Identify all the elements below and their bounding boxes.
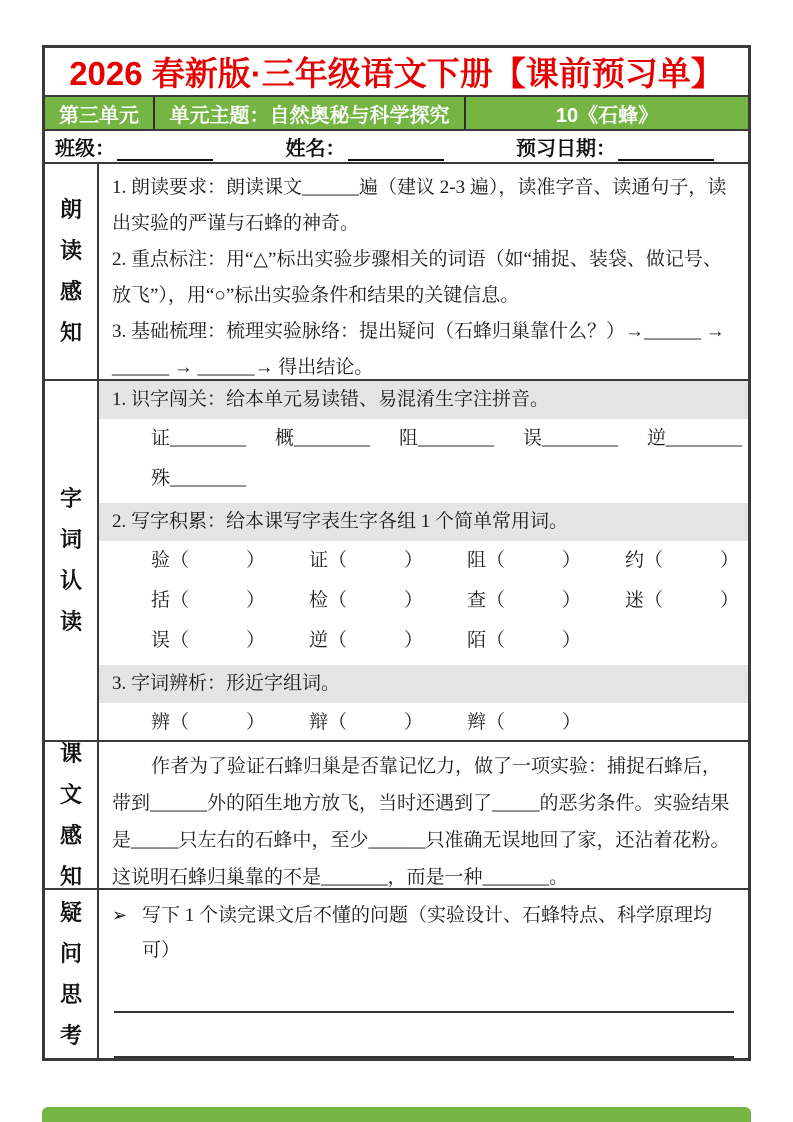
section-question: [45, 888, 748, 1058]
worksheet: [42, 45, 751, 1061]
question-prompt: 写下 1 个读完课文后不懂的问题（实验设计、石蜂特点、科学原理均可）: [142, 904, 713, 961]
class-field: [55, 132, 213, 161]
unit-number: 第三单元: [45, 97, 155, 128]
date-field: [516, 132, 714, 161]
pinyin-row-2: [99, 459, 748, 499]
word-blank: 辩（ ）: [309, 711, 424, 733]
word-blank: 验（ ）: [151, 549, 266, 571]
word-blank: 括（ ）: [151, 589, 266, 611]
lesson-title: 10《石蜂》: [555, 104, 659, 127]
similar-char-row-1: [99, 703, 748, 740]
word-blank: 辨（ ）: [151, 711, 266, 733]
section-reading: [45, 162, 748, 379]
section-reading-label: 朗读感知: [59, 197, 82, 346]
arrow-bullet-icon: ➢: [112, 904, 128, 925]
word-blank: 阻（ ）: [467, 549, 582, 571]
answer-writing-line-1: [114, 968, 734, 1013]
word-blank: 逆（ ）: [309, 629, 424, 651]
info-row: [45, 129, 748, 162]
word-grid-row-2: [99, 581, 748, 621]
word-blank: 证（ ）: [309, 549, 424, 571]
date-label: 预习日期：: [516, 137, 616, 160]
date-blank-line: [618, 137, 714, 161]
word-blank: 辫（ ）: [467, 711, 582, 733]
page-title: 2026 春新版·三年级语文下册【课前预习单】: [69, 55, 724, 93]
section-words-label: 字词认读: [59, 486, 82, 635]
pinyin-blank: 证________: [151, 427, 247, 449]
section-reading-label-cell: [45, 164, 99, 379]
word-blank: 检（ ）: [309, 589, 424, 611]
section-passage-label-cell: [45, 742, 99, 888]
name-label: 姓名：: [285, 137, 346, 160]
section-question-body: [99, 890, 748, 1058]
footer-strip: [42, 1107, 751, 1122]
passage-cloze-text: 作者为了验证石蜂归巢是否靠记忆力，做了一项实验：捕捉石蜂后，带到______外的陌生地方放飞，当时还遇到了_____的恶劣条件。实验结果是_____只左右的石蜂中，至少______只准确无误地回了家，还沾着花粉。这说明石蜂归巢靠的不是_______，而是一种_______。: [112, 755, 730, 888]
pinyin-row-1: [99, 419, 748, 459]
word-blank: 陌（ ）: [467, 629, 582, 651]
word-blank: 约（ ）: [625, 549, 740, 571]
section-question-label: 疑问思考: [59, 899, 82, 1048]
reading-task-1: 1. 朗读要求：朗读课文______遍（建议 2-3 遍），读准字音、读通句子，读出实验的严谨与石蜂的神奇。: [112, 176, 727, 234]
name-blank-line: [348, 137, 444, 161]
pinyin-blank: 逆________: [647, 427, 743, 449]
name-field: [286, 132, 444, 161]
class-label: 班级：: [55, 137, 115, 160]
section-question-label-cell: [45, 890, 99, 1058]
unit-theme: 单元主题：自然奥秘与科学探究: [155, 97, 466, 128]
pinyin-blank: 殊________: [151, 467, 247, 489]
unit-bar: [45, 95, 748, 128]
words-task1-title: 1. 识字闯关：给本单元易读错、易混淆生字注拼音。: [99, 381, 748, 419]
reading-task-3: 3. 基础梳理：梳理实验脉络：提出疑问（石蜂归巢靠什么？）→______ → ______ → ______→ 得出结论。: [112, 320, 725, 378]
section-passage: [45, 740, 748, 888]
words-task3-title: 3. 字词辨析：形近字组词。: [99, 665, 748, 703]
section-passage-body: [99, 742, 748, 888]
word-blank: 迷（ ）: [625, 589, 740, 611]
section-words-label-cell: [45, 381, 99, 740]
section-reading-body: [99, 164, 748, 379]
answer-writing-line-2: [114, 1013, 734, 1058]
section-words-body: [99, 381, 748, 740]
section-words: [45, 379, 748, 740]
reading-task-2: 2. 重点标注：用“△”标出实验步骤相关的词语（如“捕捉、装袋、做记号、放飞”），用“○”标出实验条件和结果的关键信息。: [112, 248, 722, 306]
question-prompt-line: [112, 898, 736, 968]
word-blank: 查（ ）: [467, 589, 582, 611]
word-blank: 误（ ）: [151, 629, 266, 651]
section-passage-label: 课文感知: [59, 740, 82, 889]
pinyin-blank: 误________: [523, 427, 619, 449]
pinyin-blank: 概________: [275, 427, 371, 449]
word-grid-row-3: [99, 621, 748, 661]
word-grid-row-1: [99, 541, 748, 581]
words-task2-title: 2. 写字积累：给本课写字表生字各组 1 个简单常用词。: [99, 503, 748, 541]
class-blank-line: [117, 137, 213, 161]
pinyin-blank: 阻________: [399, 427, 495, 449]
